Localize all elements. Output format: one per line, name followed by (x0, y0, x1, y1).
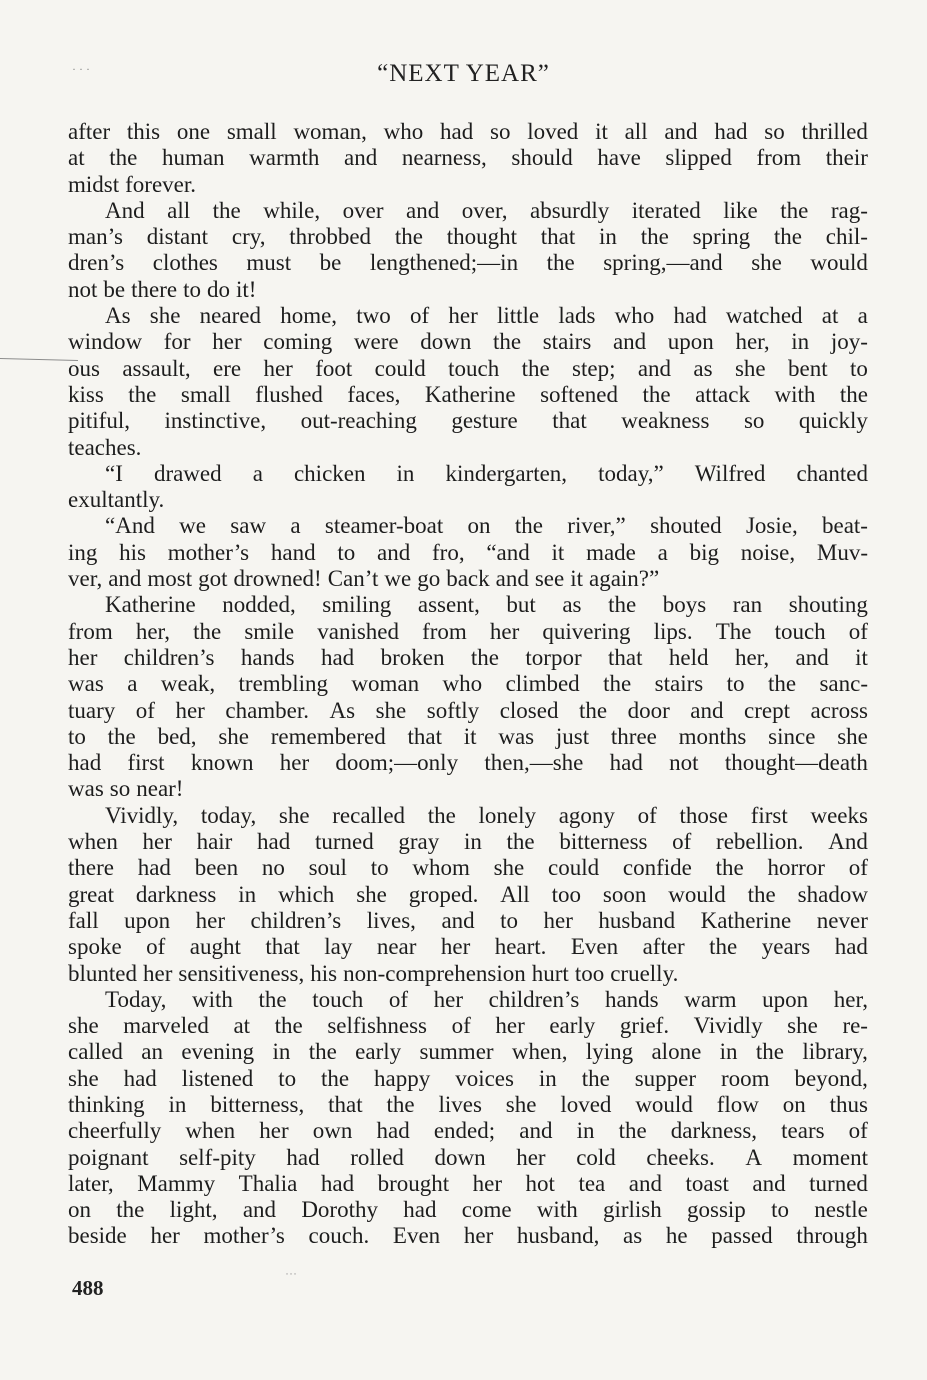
text-line: “I drawed a chicken in kindergarten, today,” Wilfred chanted (105, 460, 868, 486)
text-line: ing his mother’s hand to and fro, “and it made a big noise, Muv- (68, 539, 868, 565)
text-line: from her, the smile vanished from her quivering lips. The touch of (68, 618, 868, 644)
text-line: fall upon her children’s lives, and to her husband Katherine never (68, 907, 868, 933)
text-line: was so near! (68, 776, 184, 802)
text-line: thinking in bitterness, that the lives she loved would flow on thus (68, 1091, 868, 1117)
text-line: blunted her sensitiveness, his non-comprehension hurt too cruelly. (68, 960, 679, 986)
text-line: dren’s clothes must be lengthened;—in the spring,—and she would (68, 250, 868, 276)
text-line: had first known her doom;—only then,—she had not thought—death (68, 750, 868, 776)
text-line: man’s distant cry, throbbed the thought that in the spring the chil- (68, 224, 868, 250)
text-line: exultantly. (68, 487, 165, 513)
text-line: teaches. (68, 434, 142, 460)
text-line: ous assault, ere her foot could touch the step; and as she bent to (68, 355, 868, 381)
text-line: tuary of her chamber. As she softly closed the door and crept across (68, 697, 868, 723)
text-line: Vividly, today, she recalled the lonely agony of those first weeks (105, 802, 868, 828)
text-line: poignant self-pity had rolled down her cold cheeks. A moment (68, 1144, 868, 1170)
text-line: “And we saw a steamer-boat on the river,” shouted Josie, beat- (105, 513, 868, 539)
text-line: spoke of aught that lay near her heart. Even after the years had (68, 934, 868, 960)
running-head: “NEXT YEAR” (377, 60, 550, 87)
text-line: great darkness in which she groped. All too soon would the shadow (68, 881, 868, 907)
text-line: called an evening in the early summer when, lying alone in the library, (68, 1039, 868, 1065)
text-line: Today, with the touch of her children’s hands warm upon her, (105, 986, 868, 1012)
body-text (68, 119, 868, 1250)
text-line: cheerfully when her own had ended; and in the darkness, tears of (68, 1118, 868, 1144)
text-line: ver, and most got drowned! Can’t we go back and see it again?” (68, 566, 660, 592)
text-line: pitiful, instinctive, out-reaching gesture that weakness so quickly (68, 408, 868, 434)
text-line: after this one small woman, who had so loved it all and had so thrilled (68, 119, 868, 144)
text-line: was a weak, trembling woman who climbed the stairs to the sanc- (68, 671, 868, 697)
text-line: Katherine nodded, smiling assent, but as the boys ran shouting (105, 592, 868, 618)
text-line: kiss the small flushed faces, Katherine softened the attack with the (68, 381, 868, 407)
text-line: her children’s hands had broken the torpor that held her, and it (68, 644, 868, 670)
text-line: midst forever. (68, 171, 197, 197)
text-line: As she neared home, two of her little lads who had watched at a (105, 303, 868, 329)
text-line: there had been no soul to whom she could confide the horror of (68, 855, 868, 881)
margin-pencil-mark (0, 358, 78, 361)
print-speck: · · · (72, 62, 90, 76)
text-line: she marveled at the selfishness of her early grief. Vividly she re- (68, 1013, 868, 1039)
text-line: beside her mother’s couch. Even her husband, as he passed through (68, 1223, 868, 1249)
page-number: 488 (72, 1276, 104, 1300)
text-line: window for her coming were down the stairs and upon her, in joy- (68, 329, 868, 355)
text-line: when her hair had turned gray in the bitterness of rebellion. And (68, 829, 868, 855)
text-line: And all the while, over and over, absurdly iterated like the rag- (105, 197, 868, 223)
text-line: she had listened to the happy voices in the supper room beyond, (68, 1065, 868, 1091)
text-line: on the light, and Dorothy had come with girlish gossip to nestle (68, 1197, 868, 1223)
text-line: not be there to do it! (68, 276, 257, 302)
text-line: to the bed, she remembered that it was just three months since she (68, 723, 868, 749)
text-line: later, Mammy Thalia had brought her hot tea and toast and turned (68, 1170, 868, 1196)
text-line: at the human warmth and nearness, should have slipped from their (68, 145, 868, 171)
print-speck: ˙˙˙ (285, 1270, 297, 1284)
